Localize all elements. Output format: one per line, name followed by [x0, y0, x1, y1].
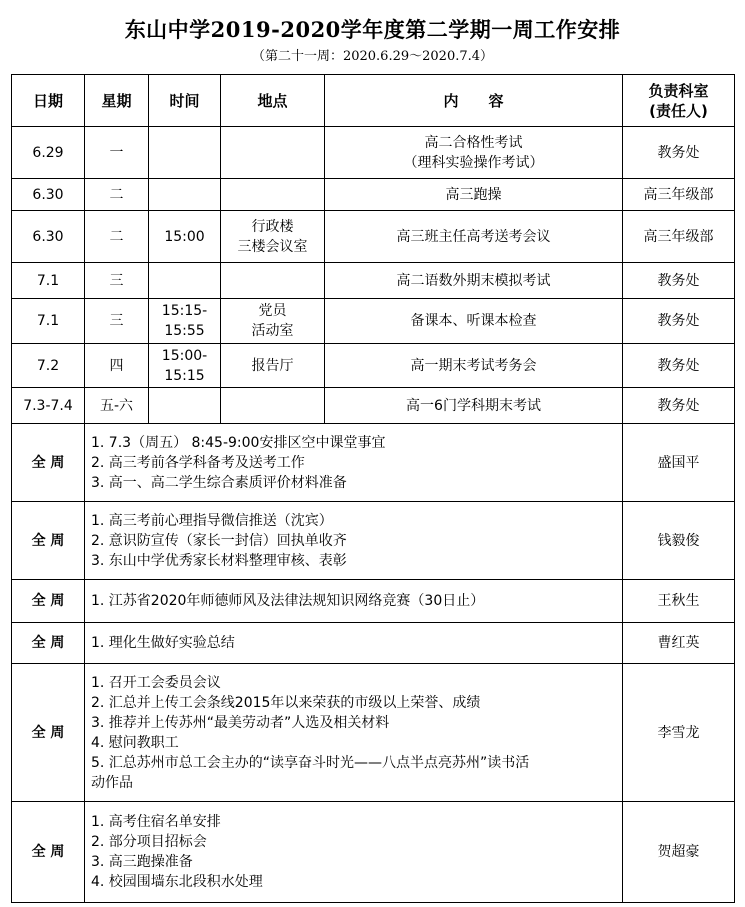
cell-dept [623, 299, 735, 344]
cell-place-line: 活动室 [251, 323, 294, 339]
cell-week-label [12, 623, 85, 664]
cell-date-line: 7.3-7.4 [23, 397, 73, 414]
schedule-row [12, 179, 735, 211]
cell-date [12, 263, 85, 299]
cell-week-items-line: 3. 推荐并上传苏州“最美劳动者”人选及相关材料 [91, 714, 390, 731]
cell-week-person-line: 盛国平 [657, 454, 700, 471]
cell-week-label [12, 424, 85, 502]
cell-date-line: 6.30 [32, 228, 64, 245]
cell-dept [623, 263, 735, 299]
cell-place-line: 党员 [258, 303, 287, 319]
cell-week-person [623, 623, 735, 664]
cell-content-line: 高一期末考试考务会 [410, 357, 537, 374]
cell-weekday [85, 127, 149, 179]
cell-weekday-line: 二 [109, 186, 124, 203]
cell-content [325, 211, 623, 263]
cell-week-person [623, 802, 735, 903]
week-row [12, 802, 735, 903]
header-dept-line2: (责任人) [649, 101, 708, 120]
cell-weekday [85, 299, 149, 344]
cell-weekday-line: 五-六 [99, 397, 134, 414]
cell-dept-line: 教务处 [657, 357, 700, 374]
cell-week-person [623, 502, 735, 580]
cell-place [221, 127, 325, 179]
cell-content [325, 263, 623, 299]
cell-place [221, 179, 325, 211]
cell-week-label [12, 580, 85, 623]
schedule-row [12, 211, 735, 263]
cell-week-label-line: 全 周 [31, 454, 65, 471]
cell-week-items-line: 1. 7.3（周五） 8:45-9:00安排区空中课堂事宜 [91, 434, 386, 451]
header-weekday: 星期 [85, 75, 149, 127]
cell-week-items [85, 502, 623, 580]
page-subtitle: （第二十一周：2020.6.29～2020.7.4） [251, 49, 494, 64]
cell-weekday-line: 四 [109, 357, 124, 374]
cell-week-items-line: 1. 召开工会委员会议 [91, 674, 221, 691]
page-title: 东山中学2019-2020学年度第二学期一周工作安排 [124, 17, 621, 42]
header-row [12, 75, 735, 127]
cell-place [221, 344, 325, 388]
cell-week-items-line: 3. 高一、高二学生综合素质评价材料准备 [91, 474, 347, 491]
cell-week-person-line: 贺超豪 [657, 844, 700, 860]
schedule-row [12, 299, 735, 344]
cell-dept-line: 教务处 [657, 272, 700, 289]
cell-weekday-line: 二 [109, 228, 124, 245]
cell-weekday [85, 263, 149, 299]
week-row [12, 623, 735, 664]
cell-content [325, 299, 623, 344]
cell-dept-line: 高三年级部 [643, 228, 714, 245]
cell-date [12, 344, 85, 388]
cell-weekday-line: 一 [109, 144, 124, 161]
header-place: 地点 [221, 75, 325, 127]
cell-week-items-line: 2. 部分项目招标会 [91, 834, 207, 850]
cell-week-label-line: 全 周 [31, 532, 65, 549]
header-dept-line1: 负责科室 [648, 81, 709, 100]
cell-time-line: 15:15 [164, 367, 205, 384]
cell-place-line: 三楼会议室 [237, 238, 308, 255]
cell-week-label-line: 全 周 [31, 844, 65, 860]
cell-content-line: 备课本、听课本检查 [410, 313, 537, 329]
cell-dept-line: 教务处 [657, 144, 700, 161]
cell-week-items-line: 5. 汇总苏州市总工会主办的“读享奋斗时光——八点半点亮苏州”读书活 [91, 754, 530, 771]
cell-dept [623, 127, 735, 179]
cell-content [325, 344, 623, 388]
cell-date-line: 7.1 [36, 272, 60, 289]
cell-time-line: 15:00- [161, 347, 208, 364]
cell-place [221, 211, 325, 263]
cell-week-items-line: 2. 意识防宣传（家长一封信）回执单收齐 [91, 532, 347, 549]
cell-time [149, 299, 221, 344]
cell-place [221, 299, 325, 344]
cell-time-line: 15:55 [164, 323, 205, 339]
cell-time [149, 344, 221, 388]
cell-time [149, 388, 221, 424]
cell-week-items-line: 4. 校园围墙东北段积水处理 [91, 874, 263, 890]
cell-week-items [85, 424, 623, 502]
cell-time [149, 263, 221, 299]
cell-content [325, 388, 623, 424]
cell-week-person-line: 李雪龙 [657, 724, 700, 741]
cell-dept-line: 教务处 [657, 397, 700, 414]
cell-date [12, 179, 85, 211]
cell-week-person-line: 曹红英 [657, 635, 700, 651]
schedule-row [12, 344, 735, 388]
cell-content-line: 高一6门学科期末考试 [406, 397, 541, 414]
cell-date-line: 6.29 [32, 144, 64, 161]
cell-content-line: 高二语数外期末模拟考试 [396, 272, 551, 289]
cell-date-line: 7.1 [36, 313, 60, 329]
cell-week-person [623, 424, 735, 502]
cell-weekday [85, 211, 149, 263]
cell-week-person [623, 664, 735, 802]
cell-time-line: 15:00 [164, 228, 205, 245]
cell-week-label-line: 全 周 [31, 593, 65, 609]
cell-week-items-line: 4. 慰问教职工 [91, 734, 179, 751]
cell-place-line: 报告厅 [251, 357, 294, 374]
cell-date [12, 127, 85, 179]
cell-weekday-line: 三 [109, 313, 124, 329]
cell-dept [623, 388, 735, 424]
cell-place [221, 388, 325, 424]
cell-week-items-line: 2. 汇总并上传工会条线2015年以来荣获的市级以上荣誉、成绩 [91, 694, 481, 711]
schedule-row [12, 127, 735, 179]
cell-content [325, 127, 623, 179]
cell-content-line: （理科实验操作考试） [403, 154, 544, 171]
header-dept [623, 75, 735, 127]
cell-dept-line: 高三年级部 [643, 186, 714, 203]
cell-time [149, 211, 221, 263]
cell-dept [623, 179, 735, 211]
cell-date [12, 211, 85, 263]
cell-weekday [85, 344, 149, 388]
schedule-row [12, 263, 735, 299]
cell-weekday [85, 388, 149, 424]
header-time: 时间 [149, 75, 221, 127]
cell-date [12, 299, 85, 344]
cell-time [149, 127, 221, 179]
cell-week-label [12, 502, 85, 580]
cell-time-line: 15:15- [161, 303, 208, 319]
cell-week-items [85, 580, 623, 623]
cell-content-line: 高二合格性考试 [424, 134, 523, 151]
cell-week-items-line: 1. 江苏省2020年师德师风及法律法规知识网络竞赛（30日止） [91, 593, 485, 609]
header-content: 内 容 [325, 75, 623, 127]
cell-place [221, 263, 325, 299]
cell-week-items-line: 1. 高考住宿名单安排 [91, 814, 221, 830]
week-row [12, 502, 735, 580]
week-row [12, 580, 735, 623]
cell-place-line: 行政楼 [251, 218, 294, 235]
cell-date-line: 7.2 [36, 357, 60, 374]
cell-week-label [12, 664, 85, 802]
cell-week-person-line: 钱毅俊 [657, 532, 700, 549]
cell-week-person [623, 580, 735, 623]
cell-week-items-line: 3. 东山中学优秀家长材料整理审核、表彰 [91, 552, 347, 569]
week-row [12, 424, 735, 502]
cell-dept [623, 211, 735, 263]
header-date: 日期 [12, 75, 85, 127]
cell-week-items [85, 664, 623, 802]
cell-weekday-line: 三 [109, 272, 124, 289]
cell-content-line: 高三班主任高考送考会议 [396, 228, 551, 245]
cell-week-items-line: 2. 高三考前各学科备考及送考工作 [91, 454, 305, 471]
week-row [12, 664, 735, 802]
cell-weekday [85, 179, 149, 211]
cell-week-items-line: 动作品 [91, 774, 133, 791]
schedule-row [12, 388, 735, 424]
cell-week-items-line: 1. 高三考前心理指导微信推送（沈宾） [91, 512, 333, 529]
cell-week-items [85, 802, 623, 903]
cell-dept [623, 344, 735, 388]
cell-date-line: 6.30 [32, 186, 64, 203]
cell-content-line: 高三跑操 [445, 186, 502, 203]
schedule-table [11, 74, 735, 903]
cell-content [325, 179, 623, 211]
cell-time [149, 179, 221, 211]
cell-week-items-line: 1. 理化生做好实验总结 [91, 635, 235, 651]
cell-date [12, 388, 85, 424]
cell-week-label-line: 全 周 [31, 635, 65, 651]
cell-week-label [12, 802, 85, 903]
cell-dept-line: 教务处 [657, 313, 700, 329]
cell-week-items [85, 623, 623, 664]
cell-week-items-line: 3. 高三跑操准备 [91, 854, 193, 870]
cell-week-person-line: 王秋生 [657, 593, 700, 609]
cell-week-label-line: 全 周 [31, 724, 65, 741]
